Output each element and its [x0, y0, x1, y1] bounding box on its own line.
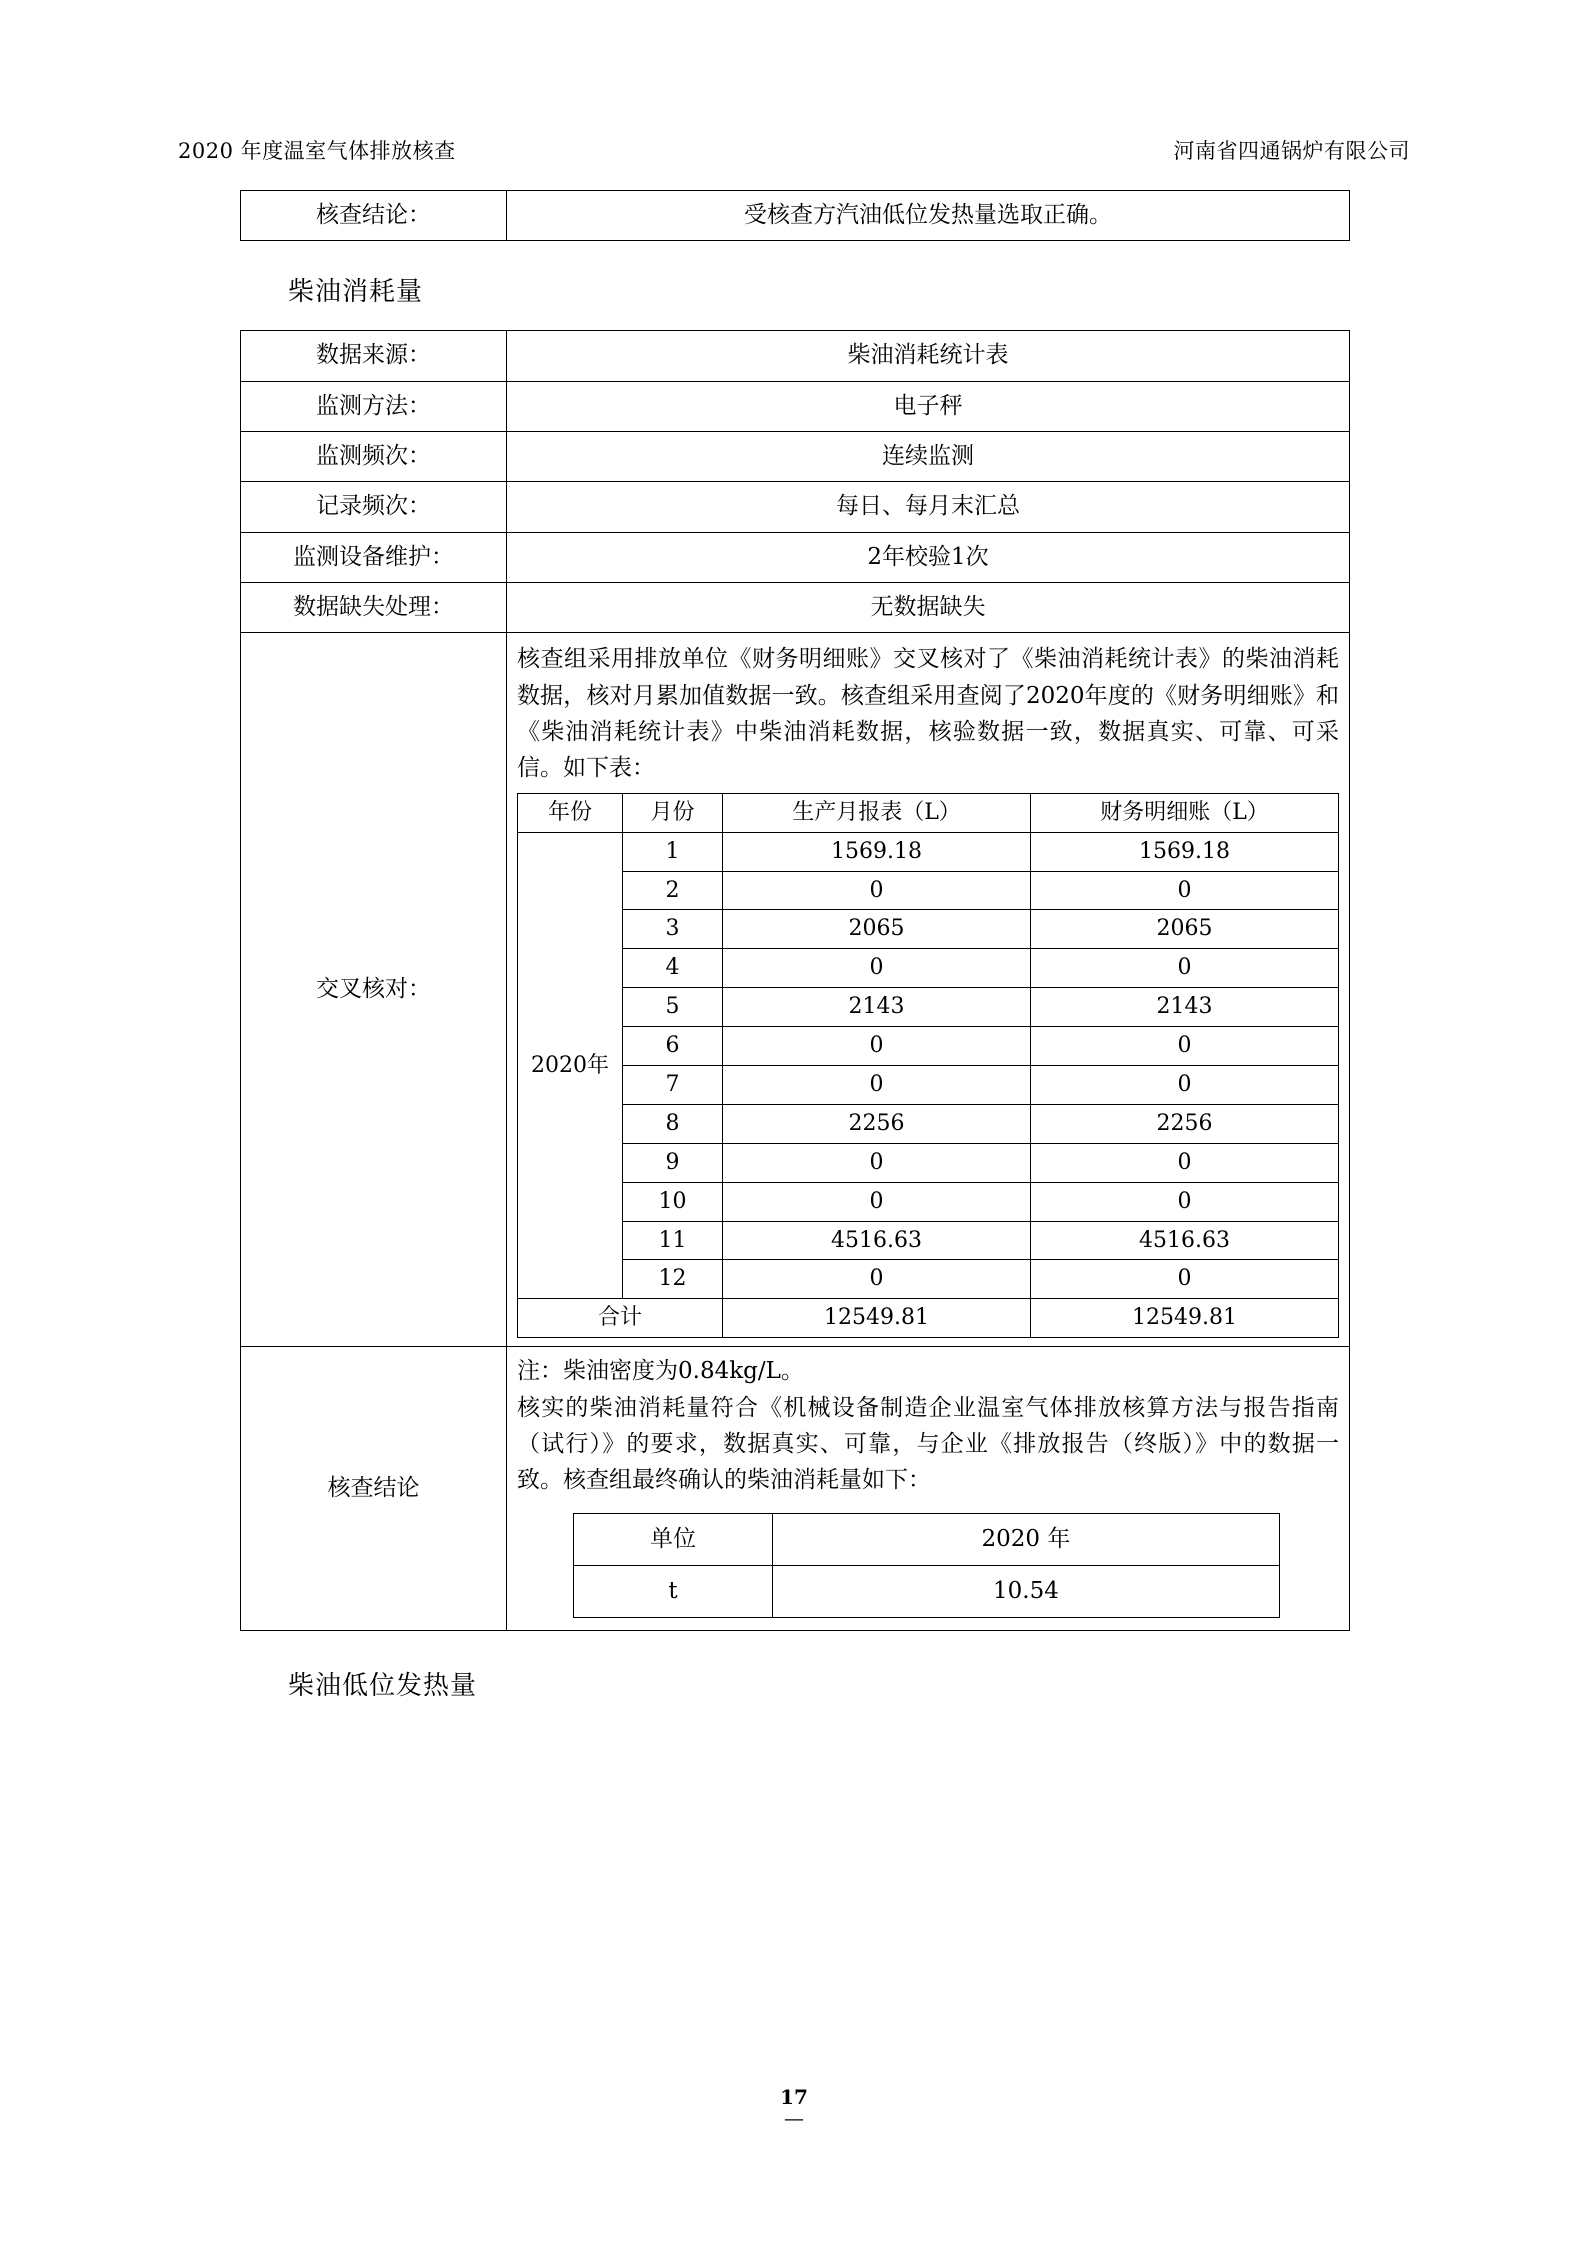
col-header-unit: 单位	[574, 1513, 773, 1565]
cell-finance: 4516.63	[1031, 1221, 1339, 1260]
cell-finance: 0	[1031, 949, 1339, 988]
cell-month: 2	[623, 871, 723, 910]
section-title: 柴油消耗量	[288, 277, 424, 308]
header-left-text: 2020 年度温室气体排放核查	[178, 139, 456, 163]
bottom-section-title: 柴油低位发热量	[288, 1671, 478, 1702]
row-label-missing-data: 数据缺失处理：	[241, 583, 507, 633]
table-row	[518, 871, 1339, 910]
table-row	[241, 381, 1350, 431]
table-row	[518, 1027, 1339, 1066]
top-table-value: 受核查方汽油低位发热量选取正确。	[507, 191, 1350, 241]
cell-total-production: 12549.81	[723, 1299, 1031, 1338]
page-header	[178, 135, 1410, 165]
row-label-equipment-maintenance: 监测设备维护：	[241, 532, 507, 582]
table-row	[518, 832, 1339, 871]
cross-check-data-table	[517, 793, 1339, 1338]
table-row-total	[518, 1299, 1339, 1338]
cell-production: 0	[723, 1027, 1031, 1066]
cell-month: 4	[623, 949, 723, 988]
cell-month: 9	[623, 1143, 723, 1182]
cell-month: 8	[623, 1104, 723, 1143]
diesel-consumption-table	[240, 330, 1350, 1631]
page-number-value: 17	[780, 2085, 808, 2109]
col-header-production: 生产月报表（L）	[723, 793, 1031, 832]
row-value-missing-data: 无数据缺失	[507, 583, 1350, 633]
table-row	[574, 1565, 1280, 1617]
table-row	[241, 532, 1350, 582]
page-number	[0, 2085, 1588, 2130]
table-row	[241, 331, 1350, 381]
cell-production: 4516.63	[723, 1221, 1031, 1260]
cell-production: 0	[723, 1260, 1031, 1299]
cell-finance: 0	[1031, 1260, 1339, 1299]
table-row	[518, 1221, 1339, 1260]
row-label-monitor-frequency: 监测频次：	[241, 432, 507, 482]
col-header-year: 年份	[518, 793, 623, 832]
row-value-monitor-method: 电子秤	[507, 381, 1350, 431]
table-row	[518, 1104, 1339, 1143]
conclusion-paragraph: 核实的柴油消耗量符合《机械设备制造企业温室气体排放核算方法与报告指南（试行）》的要求，数据真实、可靠，与企业《排放报告（终版）》中的数据一致。核查组最终确认的柴油消耗量如下：	[517, 1394, 1339, 1494]
table-row-conclusion	[241, 1347, 1350, 1631]
cell-finance: 1569.18	[1031, 832, 1339, 871]
cell-finance: 2143	[1031, 988, 1339, 1027]
cell-production: 0	[723, 1143, 1031, 1182]
row-value-data-source: 柴油消耗统计表	[507, 331, 1350, 381]
page-content	[240, 190, 1350, 1702]
cell-production: 0	[723, 1182, 1031, 1221]
col-header-month: 月份	[623, 793, 723, 832]
table-row	[241, 432, 1350, 482]
table-row	[518, 1260, 1339, 1299]
cell-year: 2020年	[518, 832, 623, 1299]
table-row	[518, 949, 1339, 988]
row-label-data-source: 数据来源：	[241, 331, 507, 381]
cell-unit: t	[574, 1565, 773, 1617]
cell-finance: 0	[1031, 1065, 1339, 1104]
cell-finance: 0	[1031, 871, 1339, 910]
table-row	[518, 988, 1339, 1027]
cell-total-finance: 12549.81	[1031, 1299, 1339, 1338]
row-label-monitor-method: 监测方法：	[241, 381, 507, 431]
header-right-text: 河南省四通锅炉有限公司	[1173, 139, 1410, 163]
table-row	[241, 583, 1350, 633]
cell-finance: 0	[1031, 1143, 1339, 1182]
cell-production: 0	[723, 949, 1031, 988]
cross-check-paragraph: 核查组采用排放单位《财务明细账》交叉核对了《柴油消耗统计表》的柴油消耗数据，核对月累加值数据一致。核查组采用查阅了2020年度的《财务明细账》和《柴油消耗统计表》中柴油消耗数据，核验数据一致，数据真实、可靠、可采信。如下表：	[517, 646, 1339, 782]
cell-value-2020: 10.54	[773, 1565, 1280, 1617]
cell-total-label: 合计	[518, 1299, 723, 1338]
row-label-record-frequency: 记录频次：	[241, 482, 507, 532]
row-value-monitor-frequency: 连续监测	[507, 432, 1350, 482]
table-row	[241, 191, 1350, 241]
conclusion-top-table	[240, 190, 1350, 241]
cross-check-label: 交叉核对：	[241, 633, 507, 1347]
table-row-cross-check	[241, 633, 1350, 1347]
row-value-equipment-maintenance: 2年校验1次	[507, 532, 1350, 582]
cell-month: 3	[623, 910, 723, 949]
cell-finance: 2256	[1031, 1104, 1339, 1143]
col-header-year-2020: 2020 年	[773, 1513, 1280, 1565]
cell-month: 11	[623, 1221, 723, 1260]
table-row	[518, 1065, 1339, 1104]
cell-production: 1569.18	[723, 832, 1031, 871]
cell-finance: 2065	[1031, 910, 1339, 949]
cell-month: 1	[623, 832, 723, 871]
conclusion-note: 注：柴油密度为0.84kg/L。	[517, 1358, 804, 1385]
top-table-label: 核查结论：	[241, 191, 507, 241]
table-row	[518, 1182, 1339, 1221]
table-header-row	[574, 1513, 1280, 1565]
cell-production: 2065	[723, 910, 1031, 949]
cell-finance: 0	[1031, 1182, 1339, 1221]
table-header-row	[518, 793, 1339, 832]
table-row	[518, 1143, 1339, 1182]
col-header-finance: 财务明细账（L）	[1031, 793, 1339, 832]
cell-month: 7	[623, 1065, 723, 1104]
cell-production: 2256	[723, 1104, 1031, 1143]
final-result-table	[573, 1513, 1280, 1619]
conclusion-cell	[507, 1347, 1350, 1631]
conclusion-label: 核查结论	[241, 1347, 507, 1631]
cell-finance: 0	[1031, 1027, 1339, 1066]
cross-check-cell	[507, 633, 1350, 1347]
cell-month: 12	[623, 1260, 723, 1299]
row-value-record-frequency: 每日、每月末汇总	[507, 482, 1350, 532]
cell-month: 10	[623, 1182, 723, 1221]
cell-production: 0	[723, 871, 1031, 910]
cell-month: 5	[623, 988, 723, 1027]
cell-production: 2143	[723, 988, 1031, 1027]
table-row	[518, 910, 1339, 949]
page-number-dash: —	[784, 2106, 804, 2130]
cell-production: 0	[723, 1065, 1031, 1104]
cell-month: 6	[623, 1027, 723, 1066]
table-row	[241, 482, 1350, 532]
